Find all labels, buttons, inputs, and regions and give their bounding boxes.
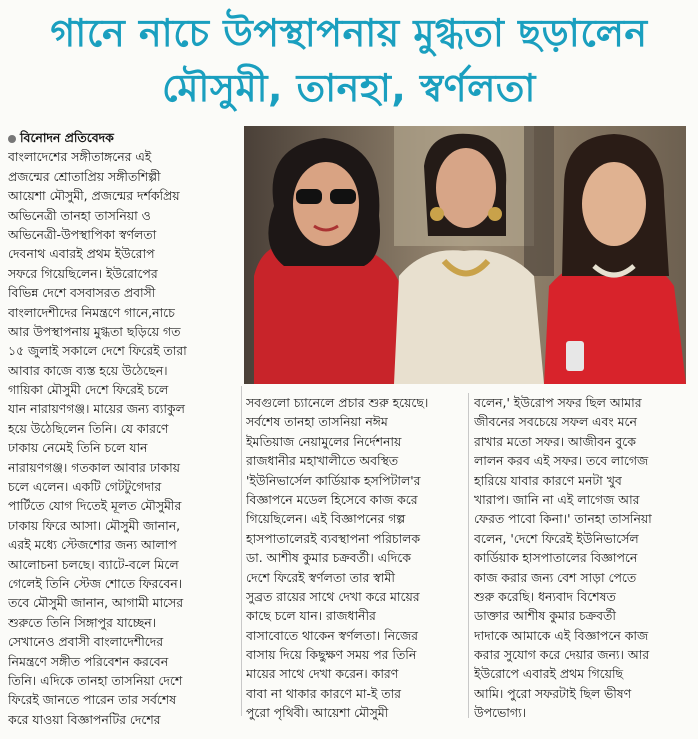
article-text-line: গিয়েছিলেন। এই বিজ্ঞাপনের গল্প — [246, 511, 406, 527]
article-text-line: মায়ের সাথে দেখা করেন। কারণ — [246, 666, 399, 682]
article-text-line: আয়েশা মৌসুমী, প্রজন্মের দর্শকপ্রিয় — [8, 188, 180, 204]
article-text-line: বাসাবোতে থাকেন স্বর্ণলতা। নিজের — [246, 627, 418, 643]
article-text-line: কাজ করার জন্য বেশ সাড়া পেতে — [474, 569, 637, 585]
byline: বিনোদন প্রতিবেদক — [8, 128, 238, 147]
article-text-line: হয়ে উঠেছিলেন তিনি। যে কারণে — [8, 420, 169, 436]
headline-line-1: গানে নাচে উপস্থাপনায় মুগ্ধতা ছড়ালেন — [50, 11, 648, 55]
article-text-line: এরই মধ্যে স্টেজশোর জন্য আলাপ — [8, 537, 177, 553]
article-text-line: কাছে চলে যান। রাজধানীর — [246, 608, 376, 624]
article-text-line: ফেরত পাবো কিনা।' তানহা তাসনিয়া — [474, 511, 652, 527]
article-text-line: ডাক্তার আশীষ কুমার চক্রবর্তী — [474, 608, 616, 624]
article-text-line: দেশে ফিরেই স্বর্ণলতা তার স্বামী — [246, 569, 395, 585]
article-text-line: গায়িকা মৌসুমী দেশে ফিরেই চলে — [8, 382, 169, 398]
article-text-line: উপভোগ্য। — [474, 705, 527, 721]
headline — [0, 6, 698, 116]
article-text-line: করে যাওয়া বিজ্ঞাপনটির দেশের — [8, 711, 161, 727]
article-text-line: প্রজন্মের শ্রোতাপ্রিয় সঙ্গীতশিল্পী — [8, 168, 161, 184]
article-text-line: খারাপ। জানি না এই লাগেজ আর — [474, 491, 640, 507]
article-text-line: তিনি। এদিকে তানহা তাসনিয়া দেশে — [8, 672, 183, 688]
headline-line-2: মৌসুমী, তানহা, স্বর্ণলতা — [162, 66, 536, 110]
article-column-3 — [474, 393, 688, 723]
article-text-line: হারিয়ে যাবার কারণে মনটা খুব — [474, 472, 622, 488]
article-text-line: বাংলাদেশের সঙ্গীতাঙ্গনের এই — [8, 149, 152, 165]
article-text-line: বিজ্ঞাপনে মডেল হিসেবে কাজ করে — [246, 491, 418, 507]
article-text-line: আর উপস্থাপনায় মুগ্ধতা ছড়িয়ে গত — [8, 323, 181, 339]
article-column-2 — [246, 393, 464, 723]
divider-col2 — [468, 393, 469, 718]
article-text-line: শুরুতে তিনি সিঙ্গাপুর যাচ্ছেন। — [8, 614, 157, 630]
article-text-line: ১৫ জুলাই সকালে দেশে ফিরেই তারা — [8, 343, 187, 359]
article-text-line: তবে মৌসুমী জানান, আগামী মাসের — [8, 595, 184, 611]
article-text-line: যান নারায়ণগঞ্জ। মায়ের জন্য ব্যাকুল — [8, 401, 185, 417]
divider-col1 — [241, 386, 242, 716]
article-text-line: সেখানেও প্রবাসী বাংলাদেশীদের — [8, 634, 164, 650]
article-text-line: হাসপাতালেরই ব্যবস্থাপনা পরিচালক — [246, 530, 421, 546]
article-text-line: পুরো পৃথিবী। আয়েশা মৌসুমী — [246, 705, 389, 721]
article-text-line: দেবনাথ এবারই প্রথম ইউরোপ — [8, 246, 155, 262]
article-text-line: সর্বশেষ তানহা তাসনিয়া নঈম — [246, 414, 388, 430]
article-text-line: অভিনেত্রী তানহা তাসনিয়া ও — [8, 207, 151, 223]
article-text-line: বিভিন্ন দেশে বসবাসরত প্রবাসী — [8, 285, 156, 301]
article-text-line: নিমন্ত্রণে সঙ্গীত পরিবেশন করবেন — [8, 653, 169, 669]
article-text-line: চলে এলেন। একটি গেটটুগেদার — [8, 479, 162, 495]
article-column-1 — [8, 128, 238, 729]
article-text-line: করার সুযোগ করে দেয়ার জন্য। আর — [474, 647, 650, 663]
article-text-line: বাসায় দিয়ে কিছুক্ষণ সময় পর তিনি — [246, 647, 417, 663]
article-text-line: আবার কাজে ব্যস্ত হয়ে উঠেছেন। — [8, 362, 168, 378]
article-text-line: রাজধানীর মহাখালীতে অবস্থিত — [246, 453, 399, 469]
article-text-line: পার্টিতে যোগ দিতেই মূলত মৌসুমীর — [8, 498, 182, 514]
article-photo — [244, 126, 686, 384]
article-text-line: গেলেই তিনি স্টেজ শোতে ফিরবেন। — [8, 575, 183, 591]
article-text-line: বাবা না থাকার কারণে মা-ই তার — [246, 685, 401, 701]
article-text-line: আমি। পুরো সফরটাই ছিল ভীষণ — [474, 685, 632, 701]
article-text-line: নারায়ণগঞ্জ। গতকাল আবার ঢাকায় — [8, 459, 180, 475]
article-text-line: বাংলাদেশীদের নিমন্ত্রণে গানে,নাচে — [8, 304, 175, 320]
article-text-line: অভিনেত্রী-উপস্থাপিকা স্বর্ণলতা — [8, 226, 157, 242]
article-text-line: ডা. আশীষ কুমার চক্রবর্তী। এদিকে — [246, 550, 411, 566]
article-text-line: 'ইউনিভার্সেল কার্ডিয়াক হসপিটাল'র — [246, 472, 421, 488]
article-text-line: সফরে গিয়েছিলেন। ইউরোপের — [8, 265, 158, 281]
photo-three-women-icon — [244, 126, 686, 384]
article-text-line: শুরু করেছি। ধন্যবাদ বিশেষত — [474, 588, 616, 604]
article-text-line: ইউরোপে এবারই প্রথম গিয়েছি — [474, 666, 624, 682]
article-text-line: বলেন,' ইউরোপ সফর ছিল আমার — [474, 395, 642, 410]
article-text-line: ফিরেই জানতে পারেন তার সর্বশেষ — [8, 692, 177, 708]
article-text-line: লালন করব এই সফর। তবে লাগেজ — [474, 453, 649, 469]
article-text-line: আলোচনা চলছে। ব্যাটে-বলে মিলে — [8, 556, 179, 572]
article-text-line: ইমতিয়াজ নেয়ামুলের নির্দেশনায় — [246, 433, 402, 449]
article-text-line: জীবনের সবচেয়ে সফল এবং মনে — [474, 414, 637, 430]
article-text-line: দাদাকে আমাকে এই বিজ্ঞাপনে কাজ — [474, 627, 649, 643]
article-text-line: কার্ডিয়াক হাসপাতালের বিজ্ঞাপনে — [474, 550, 638, 566]
article-text-line: রাখার মতো সফর। আজীবন বুকে — [474, 433, 636, 449]
article-text-line: সুব্রত রায়ের সাথে দেখা করে মায়ের — [246, 588, 420, 604]
article-text-line: বলেন, 'দেশে ফিরেই ইউনিভার্সেল — [474, 530, 639, 546]
article-text-line: ঢাকায় ফিরে আসা। মৌসুমী জানান, — [8, 517, 181, 533]
article-text-line: ঢাকায় নেমেই তিনি চলে যান — [8, 440, 148, 456]
article-text-line: সবগুলো চ্যানেলে প্রচার শুরু হয়েছে। — [246, 395, 429, 410]
